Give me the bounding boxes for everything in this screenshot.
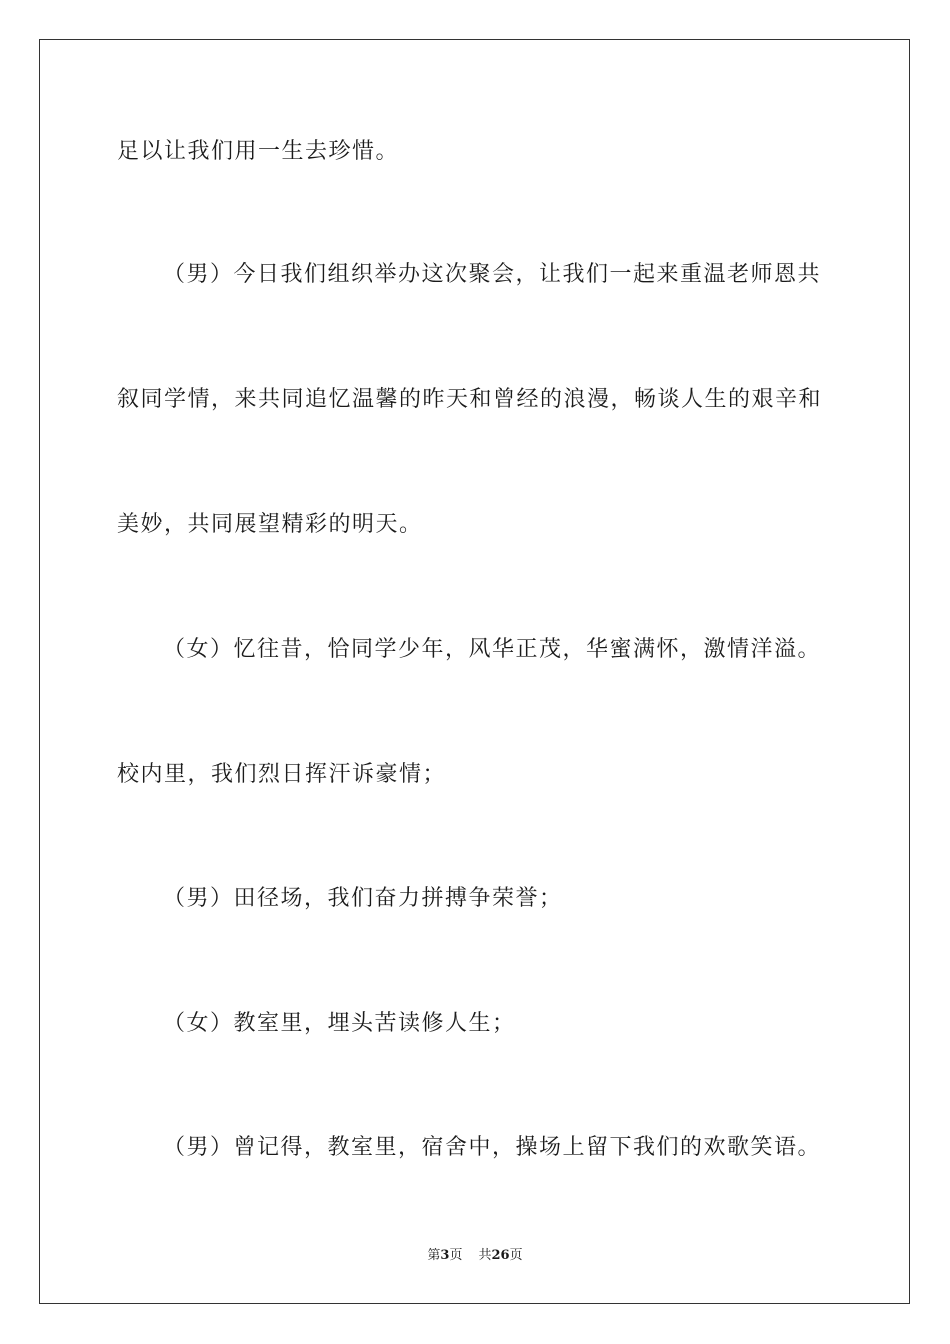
current-page-number: 3	[440, 1248, 450, 1263]
text-line: （女）教室里，埋头苦读修人生；	[163, 1011, 516, 1036]
footer-total-unit: 页	[509, 1248, 523, 1263]
total-page-count: 26	[491, 1248, 510, 1263]
text-line: （男）田径场，我们奋力拼搏争荣誉；	[163, 886, 563, 911]
page-footer	[0, 1247, 950, 1265]
text-line: 足以让我们用一生去珍惜。	[117, 139, 400, 164]
text-line: （男）今日我们组织举办这次聚会，让我们一起来重温老师恩共	[163, 262, 822, 287]
footer-total-prefix: 共	[478, 1248, 492, 1263]
text-line: 校内里，我们烈日挥汗诉豪情；	[117, 762, 447, 787]
text-line: （男）曾记得，教室里，宿舍中，操场上留下我们的欢歌笑语。	[163, 1135, 822, 1160]
footer-prefix: 第	[427, 1248, 441, 1263]
footer-page-unit: 页	[449, 1248, 463, 1263]
page-border	[39, 39, 910, 1304]
text-line: 美妙，共同展望精彩的明天。	[117, 512, 423, 537]
text-line: （女）忆往昔，恰同学少年，风华正茂，华蜜满怀，激情洋溢。	[163, 637, 822, 662]
text-line: 叙同学情，来共同追忆温馨的昨天和曾经的浪漫，畅谈人生的艰辛和	[117, 387, 823, 412]
